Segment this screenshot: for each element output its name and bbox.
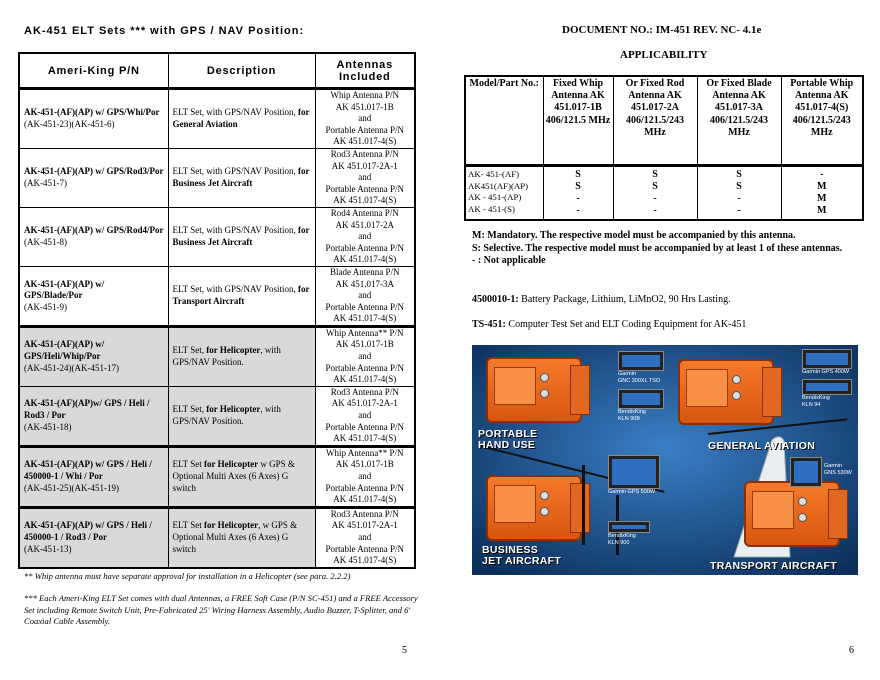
antennas-cell <box>315 446 415 507</box>
description-cell <box>168 207 315 266</box>
battery-description: Battery Package, Lithium, LiMnO2, 90 Hrs Lasting. <box>518 294 731 305</box>
legend-selective: S: Selective. The respective model must be accompanied by at least 1 of these antennas. <box>472 242 843 254</box>
description-emphasis: for Business Jet Aircraft <box>172 166 310 188</box>
antenna-line: AK 451.017-2A <box>335 219 394 230</box>
antenna-line: AK 451.017-1B <box>335 101 394 112</box>
label-transport-aircraft: TRANSPORT AIRCRAFT <box>710 560 837 572</box>
part-number-cell <box>19 148 168 207</box>
cell-line: AK - 451-(AP) <box>468 192 522 202</box>
applicability-header-row <box>465 76 863 166</box>
garmin-gns530w-unit <box>790 457 822 487</box>
part-number-cell <box>19 386 168 446</box>
description-cell <box>168 326 315 386</box>
device-label-gps500w: Garmin GPS 500W <box>608 489 656 495</box>
part-number-cell <box>19 207 168 266</box>
cell-line: S <box>575 169 581 180</box>
description-emphasis: for Transport Aircraft <box>172 284 310 306</box>
cell-line: AK451(AF)(AP) <box>468 180 529 191</box>
cell-line: - <box>576 205 580 216</box>
cell-line: M <box>817 193 827 204</box>
description-emphasis: for Business Jet Aircraft <box>172 225 310 247</box>
garmin-gnc300xl-unit <box>618 351 664 371</box>
description-text: ELT Set <box>172 520 205 531</box>
bendixking-kln94-unit <box>802 379 852 395</box>
antenna-line: and <box>358 290 372 301</box>
antenna-line: AK 451.017-4(S) <box>333 374 397 385</box>
antennas-cell <box>315 386 415 446</box>
models-cell <box>465 166 543 221</box>
description-text: ELT Set, with GPS/NAV Position, <box>172 107 298 118</box>
antenna-line: Portable Antenna P/N <box>325 421 404 432</box>
part-number-alias: (AK-451-9) <box>24 301 67 312</box>
garmin-gps500w-unit <box>608 455 660 489</box>
part-number-alias: (AK-451-23)(AK-451-6) <box>24 118 115 129</box>
table-row <box>19 386 415 446</box>
antenna-line: Blade Antenna P/N <box>330 266 400 277</box>
device-label-gps400w: Garmin GPS 400W <box>802 369 850 375</box>
cell-line: M <box>817 181 827 192</box>
footnote-free-accessories: *** Each Ameri-King ELT Set comes with dual Antennas, a FREE Soft Case (P/N SC-451) and a FREE Accessory Set including Remote Switch Unit, Pre-Fabricated 25' Wiring Harness Assembly, Audio Buzzer, T-Splitter, and 6' Coaxial Cable Assembly. <box>24 593 418 626</box>
table-row <box>19 148 415 207</box>
part-number: AK-451-(AF)(AP) w/ GPS / Heli / 450000-1 / Rod3 / Por <box>24 520 152 542</box>
device-label-kln900: BendixKing KLN 900 <box>608 533 636 546</box>
device-label-kln90b: BendixKing KLN 90B <box>618 409 646 422</box>
table-row <box>19 266 415 326</box>
test-set-line <box>472 319 746 330</box>
antennas-cell <box>315 148 415 207</box>
part-number-alias: (AK-451-25)(AK-451-19) <box>24 482 119 493</box>
antenna-line: Rod4 Antenna P/N <box>330 207 399 218</box>
elt-beacon-business-jet <box>486 475 582 541</box>
antenna-line: Portable Antenna P/N <box>325 543 404 554</box>
antenna-line: AK 451.017-2A-1 <box>331 160 398 171</box>
antenna-line: AK 451.017-4(S) <box>333 195 397 206</box>
footnote-whip-helicopter: ** Whip antenna must have separate approval for installation in a Helicopter (see para. 2.2.2) <box>24 571 351 581</box>
description-suffix: , with GPS/NAV Position. <box>172 345 281 367</box>
antenna-line: Whip Antenna P/N <box>330 90 399 100</box>
device-label-gns530w: Garmin GNS 530W <box>824 463 852 476</box>
description-cell <box>168 148 315 207</box>
antenna-line: AK 451.017-1B <box>335 339 394 350</box>
legend <box>472 230 857 268</box>
part-number-cell <box>19 266 168 326</box>
description-text: ELT Set, with GPS/NAV Position, <box>172 166 298 177</box>
legend-not-applicable: - : Not applicable <box>472 255 546 266</box>
description-cell <box>168 266 315 326</box>
antenna-line: Rod3 Antenna P/N <box>330 386 399 397</box>
antenna-line: and <box>358 351 372 362</box>
cell-line: - <box>820 169 824 180</box>
page-number-right: 6 <box>849 645 854 656</box>
applicability-heading: APPLICABILITY <box>620 49 708 61</box>
cell-line: - <box>653 193 657 204</box>
cell-line: AK - 451-(S) <box>468 203 515 214</box>
header-portable-whip: Portable Whip Antenna AK 451.017-4(S) 406/121.5/243 MHz <box>781 76 863 166</box>
antenna-line: Portable Antenna P/N <box>325 482 404 493</box>
garmin-gps400w-unit <box>802 349 852 369</box>
antennas-cell <box>315 507 415 567</box>
part-number-alias: (AK-451-7) <box>24 177 67 188</box>
description-emphasis: for Helicopter <box>206 404 261 415</box>
description-text: ELT Set, with GPS/NAV Position, <box>172 225 298 236</box>
part-number: AK-451-(AF)(AP) w/ GPS/Rod4/Por <box>24 225 164 236</box>
antennas-cell <box>315 266 415 326</box>
cell-line: - <box>737 205 741 216</box>
fixed-whip-cell <box>543 166 613 221</box>
antenna-line: AK 451.017-4(S) <box>333 313 397 324</box>
header-antennas-included: Antennas Included <box>315 53 415 89</box>
description-emphasis: for Helicopter <box>204 520 259 531</box>
description-text: ELT Set, <box>172 404 207 415</box>
antenna-line: Portable Antenna P/N <box>325 301 404 312</box>
label-general-aviation: GENERAL AVIATION <box>708 440 816 452</box>
antennas-cell <box>315 326 415 386</box>
table-row <box>19 446 415 507</box>
part-number: AK-451-(AF)(AP) w/ GPS/Rod3/Por <box>24 166 164 177</box>
description-text: ELT Set, <box>172 345 207 356</box>
elt-beacon-portable <box>486 357 582 423</box>
part-number-alias: (AK-451-24)(AK-451-17) <box>24 362 119 373</box>
fixed-rod-cell <box>613 166 697 221</box>
description-emphasis: for General Aviation <box>172 107 310 129</box>
part-number-cell <box>19 446 168 507</box>
antenna-line: and <box>358 172 372 183</box>
description-emphasis: for Helicopter <box>204 459 259 470</box>
table-row <box>19 507 415 567</box>
applicability-table <box>464 75 864 221</box>
part-number-cell <box>19 326 168 386</box>
elt-sets-table <box>18 52 416 569</box>
description-cell <box>168 89 315 149</box>
antenna-line: AK 451.017-4(S) <box>333 494 397 505</box>
description-text: ELT Set <box>172 459 205 470</box>
bendixking-kln90b-unit <box>618 389 664 409</box>
part-number: AK-451-(AF)(AP) w/ GPS/Blade/Por <box>24 278 105 301</box>
header-model-part: Model/Part No.: <box>465 76 543 166</box>
cell-line: AK- 451-(AF) <box>468 169 520 179</box>
battery-package-line <box>472 294 731 305</box>
elt-beacon-transport <box>744 481 840 547</box>
description-cell <box>168 446 315 507</box>
antenna-line: Portable Antenna P/N <box>325 124 404 135</box>
header-fixed-rod: Or Fixed Rod Antenna AK 451.017-2A 406/121.5/243 MHz <box>613 76 697 166</box>
part-number: AK-451-(AF)(AP) w/ GPS / Heli / 450000-1 / Whi / Por <box>24 459 152 481</box>
header-description: Description <box>168 53 315 89</box>
cell-line: S <box>652 169 658 180</box>
antenna-line: Whip Antenna** P/N <box>326 447 404 458</box>
antenna-line: AK 451.017-4(S) <box>333 254 397 265</box>
part-number-alias: (AK-451-18) <box>24 421 72 432</box>
antenna-line: AK 451.017-1B <box>335 459 394 470</box>
cell-line: S <box>652 181 658 192</box>
antenna-line: and <box>358 471 372 481</box>
legend-mandatory: M: Mandatory. The respective model must be accompanied by this antenna. <box>472 230 796 241</box>
applicability-body-row <box>465 166 863 221</box>
antennas-cell <box>315 207 415 266</box>
cell-line: - <box>653 205 657 216</box>
antenna-line: and <box>358 531 372 542</box>
label-portable-hand-use: PORTABLE HAND USE <box>478 428 538 451</box>
rod-antenna-vertical <box>582 465 585 545</box>
antenna-line: AK 451.017-4(S) <box>333 433 397 444</box>
part-number-alias: (AK-451-13) <box>24 543 72 554</box>
document-number: DOCUMENT NO.: IM-451 REV. NC- 4.1e <box>562 24 762 36</box>
antenna-line: Whip Antenna** P/N <box>326 327 404 338</box>
table-header-row <box>19 53 415 89</box>
bendixking-kln900-unit <box>608 521 650 533</box>
antenna-line: AK 451.017-2A-1 <box>331 520 398 531</box>
product-illustration <box>472 345 858 575</box>
antenna-line: Rod3 Antenna P/N <box>330 148 399 159</box>
cell-line: S <box>575 181 581 192</box>
description-suffix: w GPS & Optional Multi Axes (6 Axes) G switch <box>172 459 295 493</box>
cell-line: S <box>736 181 742 192</box>
header-fixed-blade: Or Fixed Blade Antenna AK 451.017-3A 406/121.5/243 MHz <box>697 76 781 166</box>
elt-beacon-general-aviation <box>678 359 774 425</box>
device-label-kln94: BendixKing KLN 94 <box>802 395 830 408</box>
cell-line: - <box>737 193 741 204</box>
description-text: ELT Set, with GPS/NAV Position, <box>172 284 298 295</box>
antenna-line: Portable Antenna P/N <box>325 362 404 373</box>
table-row <box>19 89 415 149</box>
label-business-jet-aircraft: BUSINESS JET AIRCRAFT <box>482 544 562 567</box>
device-label-gnc300xl: Garmin GNC 300XL TSO <box>618 371 661 384</box>
header-part-number: Ameri-King P/N <box>19 53 168 89</box>
antenna-line: and <box>358 113 372 124</box>
fixed-blade-cell <box>697 166 781 221</box>
antenna-line: AK 451.017-2A-1 <box>331 398 398 409</box>
antennas-cell <box>315 89 415 149</box>
description-emphasis: for Helicopter <box>206 345 261 356</box>
antenna-line: Portable Antenna P/N <box>325 242 404 253</box>
part-number-alias: (AK-451-8) <box>24 236 67 247</box>
antenna-line: and <box>358 410 372 421</box>
antenna-line: Rod3 Antenna P/N <box>330 508 399 519</box>
part-number: AK-451-(AF)(AP)w/ GPS / Heli / Rod3 / Por <box>24 398 150 421</box>
antenna-line: AK 451.017-4(S) <box>333 136 397 147</box>
description-suffix: , w GPS & Optional Multi Axes (6 Axes) G switch <box>172 520 298 554</box>
table-row <box>19 326 415 386</box>
part-number: AK-451-(AF)(AP) w/ GPS/Heli/Whip/Por <box>24 339 105 362</box>
left-page-title: AK-451 ELT Sets *** with GPS / NAV Position: <box>24 25 305 37</box>
antenna-line: AK 451.017-4(S) <box>333 555 397 566</box>
cell-line: M <box>817 205 827 216</box>
antenna-line: and <box>358 231 372 242</box>
battery-part-number: 4500010-1: <box>472 294 519 305</box>
part-number-cell <box>19 89 168 149</box>
antenna-line: AK 451.017-3A <box>335 278 394 289</box>
test-set-description: Computer Test Set and ELT Coding Equipment for AK-451 <box>505 319 747 330</box>
portable-whip-cell <box>781 166 863 221</box>
description-suffix: , with GPS/NAV Position. <box>172 404 281 426</box>
cell-line: - <box>576 193 580 204</box>
header-fixed-whip: Fixed Whip Antenna AK 451.017-1B 406/121.5 MHz <box>543 76 613 166</box>
page-number-left: 5 <box>402 645 407 656</box>
description-cell <box>168 507 315 567</box>
part-number: AK-451-(AF)(AP) w/ GPS/Whi/Por <box>24 107 160 118</box>
description-cell <box>168 386 315 446</box>
cell-line: S <box>736 169 742 180</box>
test-set-part-number: TS-451: <box>472 319 506 330</box>
part-number-cell <box>19 507 168 567</box>
antenna-line: Portable Antenna P/N <box>325 183 404 194</box>
table-row <box>19 207 415 266</box>
